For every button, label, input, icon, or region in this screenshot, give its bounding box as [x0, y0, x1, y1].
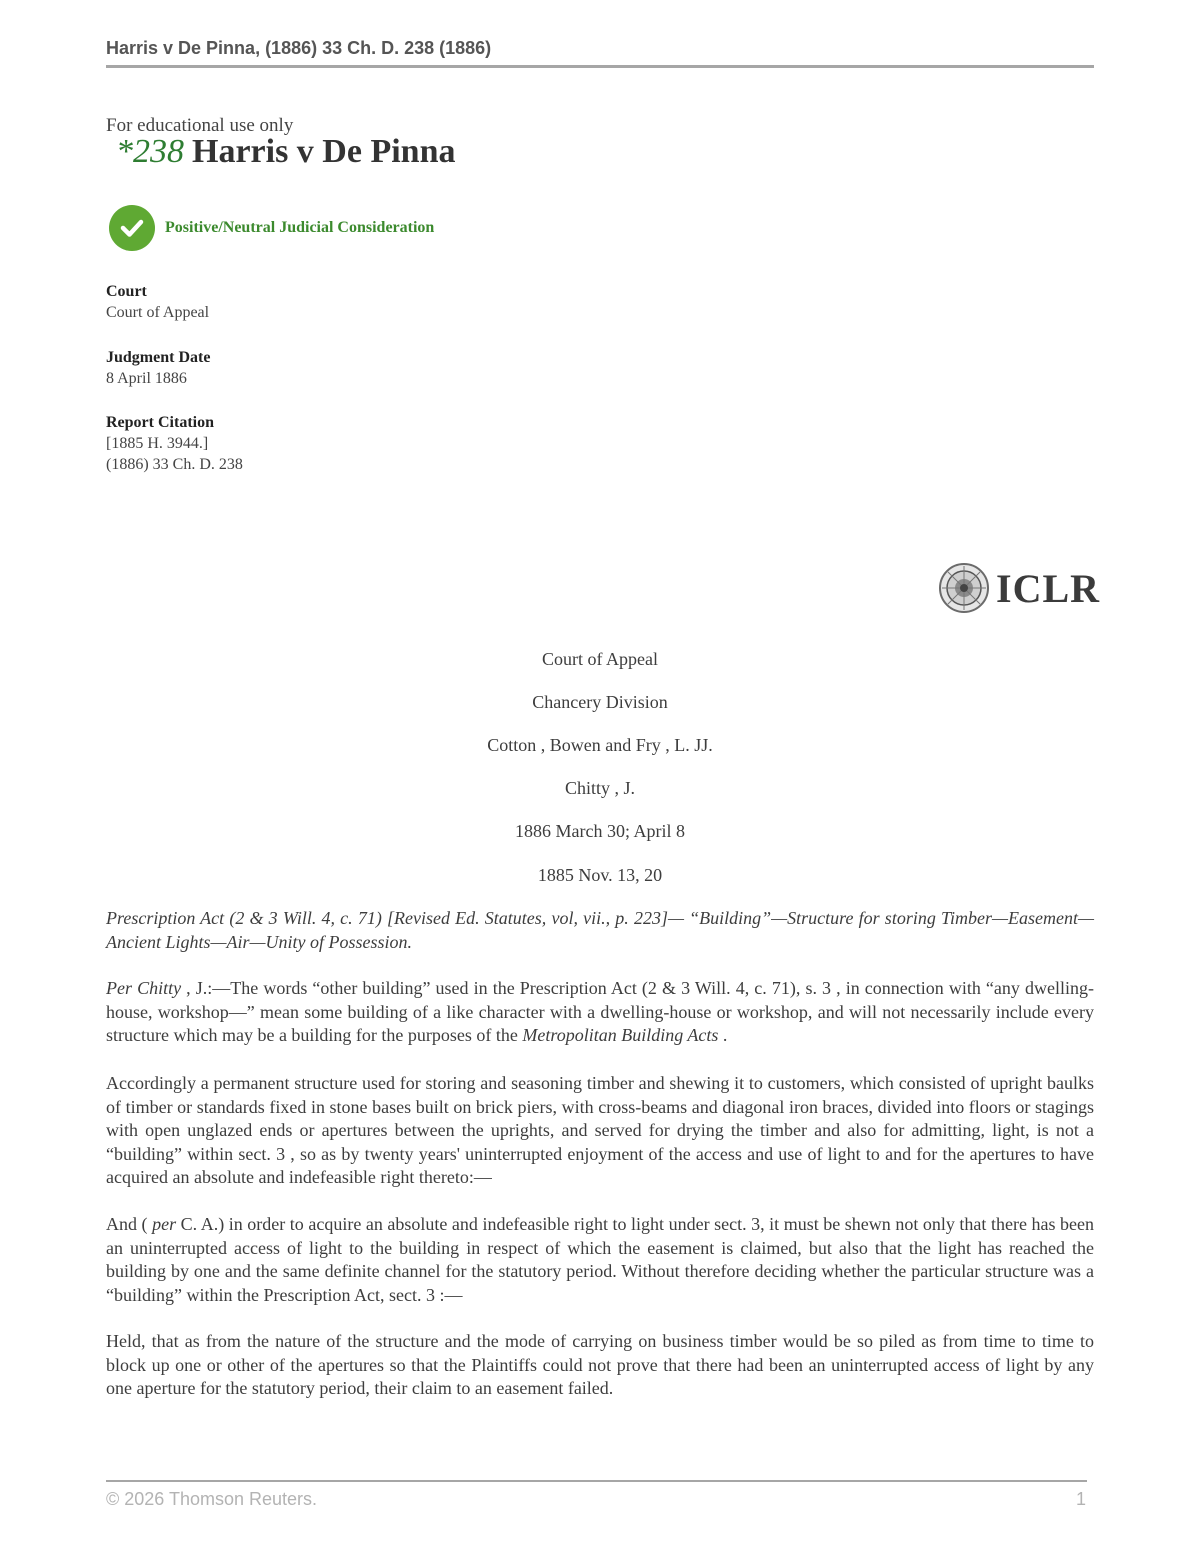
footer-copyright: © 2026 Thomson Reuters. [106, 1489, 318, 1509]
headnote-judges: Cotton , Bowen and Fry , L. JJ. [487, 735, 713, 755]
headnote-first-instance-judge: Chitty , J. [564, 778, 635, 798]
footer-page-number: 1 [1076, 1489, 1087, 1509]
iclr-logo [938, 560, 1100, 616]
judgment-date-label: Judgment Date [106, 349, 211, 366]
court-label: Court [106, 283, 147, 300]
report-citation-field [106, 412, 243, 475]
seal-icon [938, 560, 990, 616]
statute-reference: Metropolitan Building Acts [522, 1025, 719, 1045]
judge-name: Per Chitty [106, 978, 182, 998]
status-badge[interactable] [109, 205, 434, 251]
header-divider [106, 65, 1094, 68]
court-field [106, 281, 209, 323]
report-citation-line-1: [1885 H. 3944.] [106, 435, 209, 452]
headnote-paragraph-4: Held, that as from the nature of the structure and the mode of carrying on business timber would be so piled as from time to time to block up one or other of the apertures so that the Plaintiffs could not prove that there had been an uninterrupted access of light by any one aperture for the statutory period, their claim to an easement failed. [106, 1331, 1094, 1398]
running-head: Harris v De Pinna, (1886) 33 Ch. D. 238 (1886) [106, 38, 492, 58]
headnote-first-instance-dates: 1885 Nov. 13, 20 [537, 865, 663, 885]
case-name: Harris v De Pinna [192, 133, 456, 170]
headnote-division: Chancery Division [532, 692, 668, 712]
headnote-paragraph-2: Accordingly a permanent structure used for storing and seasoning timber and shewing it to customers, which consisted of upright baulks of timber or standards fixed in stone bases built on brick piers, with cross-beams and diagonal iron braces, divided into floors or stagings with open unglazed ends or apertures between the uprights, and served for drying the timber and also for admitting, light, is not a “building” within sect. 3 , so as by twenty years' uninterrupted enjoyment of the access and use of light to and for the apertures to have acquired an absolute and indefeasible right thereto:— [106, 1073, 1094, 1187]
court-value: Court of Appeal [106, 304, 210, 321]
checkmark-icon [109, 205, 155, 251]
headnote-paragraph-3: And ( per C. A.) in order to acquire an absolute and indefeasible right to light under sect. 3, it must be shewn not only that there has been an uninterrupted access of light to the building in respect of which the easement is claimed, but also that the light has reached the building by one and the same definite channel for the statutory period. Without therefore deciding whether the particular structure was a “building” within the Prescription Act, sect. 3 :— [106, 1214, 1094, 1305]
judgment-date-field [106, 347, 210, 389]
iclr-logo-text: ICLR [996, 565, 1101, 611]
footer-divider [106, 1480, 1087, 1482]
judgment-date-value: 8 April 1886 [106, 370, 187, 387]
star-page-link[interactable]: *238 [116, 133, 184, 170]
case-title [116, 133, 455, 171]
headnote-paragraph-1: Per Chitty , J.:—The words “other building” used in the Prescription Act (2 & 3 Will. 4, c. 71), s. 3 , in connection with “any dwelling-house, workshop—” mean some building of a like character with a dwelling-house or workshop, and will not necessarily include every structure which may be a building for the purposes of the Metropolitan Building Acts . [106, 978, 1094, 1045]
status-badge-label: Positive/Neutral Judicial Consideration [165, 219, 435, 236]
educational-use-notice: For educational use only [106, 115, 294, 136]
headnote-court: Court of Appeal [542, 649, 658, 669]
headnote-hearing-dates: 1886 March 30; April 8 [515, 821, 685, 841]
report-citation-line-2: (1886) 33 Ch. D. 238 [106, 456, 243, 473]
catchwords: Prescription Act (2 & 3 Will. 4, c. 71) [Revised Ed. Statutes, vol, vii., p. 223]— “Building”—Structure for storing Timber—Easement—Ancient Lights—Air—Unity of Possession. [106, 908, 1094, 952]
report-citation-label: Report Citation [106, 414, 214, 431]
